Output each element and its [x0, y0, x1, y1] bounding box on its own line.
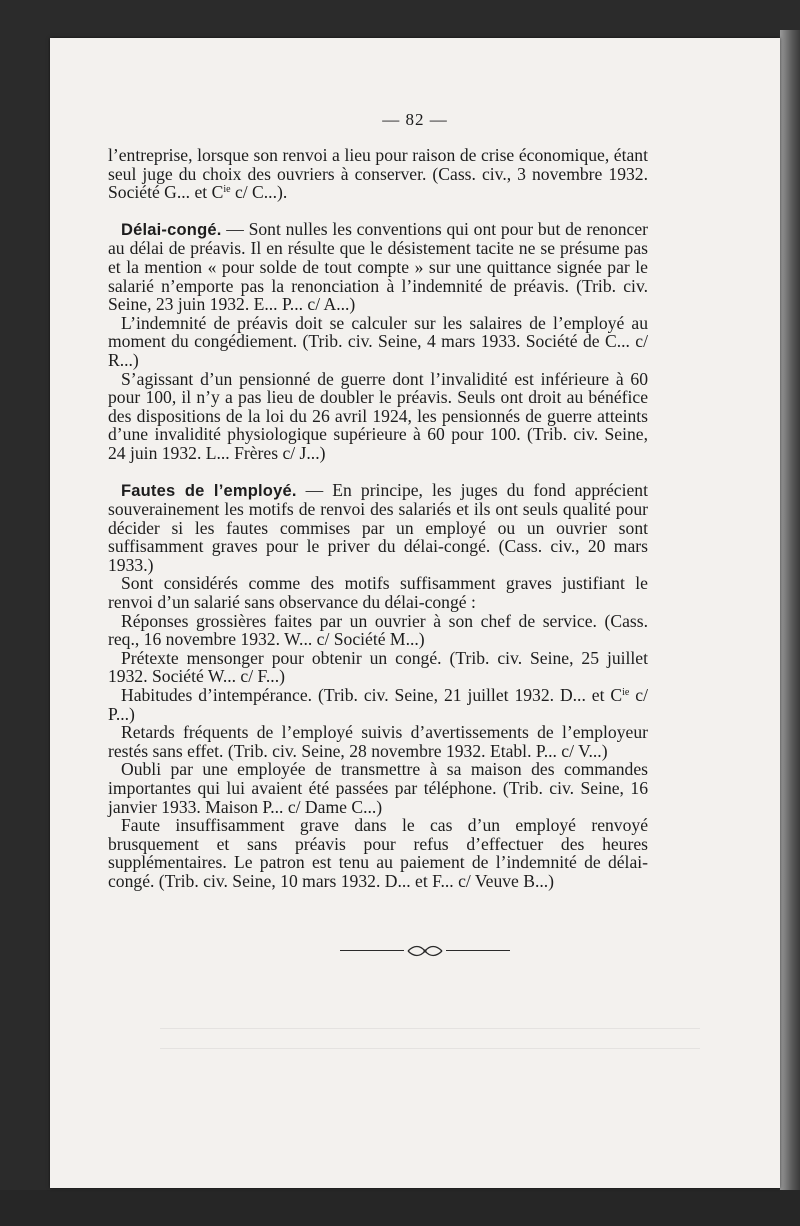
paragraph	[108, 146, 648, 202]
page-number: — 82 —	[382, 110, 448, 129]
superscript: ie	[622, 687, 630, 699]
paragraph: Retards fréquents de l’employé suivis d’avertissements de l’employeur restés sans effet. (Trib. civ. Seine, 28 novembre 1932. Etabl. P... c/ V...)	[108, 722, 648, 761]
paragraph: Sont considérés comme des motifs suffisamment graves justifiant le renvoi d’un salarié sans observance du délai-congé :	[108, 573, 648, 613]
section-end-ornament	[340, 944, 510, 958]
bleed-through-line	[160, 1048, 700, 1049]
paragraph-text: Habitudes d’intempérance. (Trib. civ. Seine, 21 juillet 1932. D... et C	[121, 685, 623, 706]
paragraph: S’agissant d’un pensionné de guerre dont l’invalidité est inférieure à 60 pour 100, il n’y a pas lieu de doubler le préavis. Seuls ont droit au bénéfice des dispositions de la loi du 26 avril 1924, les pensionnés de guerre atteints d’une invalidité physiologique supérieure à 60 pour 100. (Trib. civ. Seine, 24 juin 1932. L... Frères c/ J...)	[108, 368, 648, 463]
body-text	[108, 146, 648, 891]
bleed-through-line	[160, 1028, 700, 1029]
paragraph-fautes-employe	[108, 481, 648, 575]
paragraph-text: c/ P...)	[108, 685, 648, 724]
section-heading: Fautes de l’employé.	[121, 481, 297, 500]
paragraph-text: c/ C...).	[230, 182, 288, 203]
scan-background	[0, 1190, 800, 1226]
paragraph-text: — En principe, les juges du fond apprécient souverainement les motifs de renvoi des salariés et ils ont seuls qualité pour décider si les fautes commises par un employé ou un ouvrier sont suffisamment graves pour le priver du délai-congé. (Cass. civ., 20 mars 1933.)	[108, 479, 648, 575]
paragraph-delai-conge	[108, 220, 648, 314]
fleuron-ornament-icon	[406, 944, 444, 958]
superscript: ie	[223, 184, 231, 196]
paragraph: Oubli par une employée de transmettre à sa maison des commandes importantes qui lui avaient été passées par téléphone. (Trib. civ. Seine, 16 janvier 1933. Maison P... c/ Dame C...)	[108, 759, 648, 817]
paragraph	[108, 686, 648, 723]
ornament-rule-left	[340, 950, 404, 951]
book-spine-edge	[780, 30, 800, 1200]
paragraph: Faute insuffisamment grave dans le cas d’un employé renvoyé brusquement et sans préavis pour refus d’effectuer des heures supplémentaires. Le patron est tenu au paiement de l’indemnité de délai-congé. (Trib. civ. Seine, 10 mars 1932. D... et F... c/ Veuve B...)	[108, 815, 648, 891]
paragraph: L’indemnité de préavis doit se calculer sur les salaires de l’employé au moment du congédiement. (Trib. civ. Seine, 4 mars 1933. Société de C... c/ R...)	[108, 312, 648, 370]
paragraph: Prétexte mensonger pour obtenir un congé. (Trib. civ. Seine, 25 juillet 1932. Société W... c/ F...)	[108, 647, 648, 687]
paragraph-text: — Sont nulles les conventions qui ont pour but de renoncer au délai de préavis. Il en résulte que le désistement tacite ne se présume pas et la mention « pour solde de tout compte » sur une quittance signée par le salarié n’emporte pas la renonciation à l’indemnité de préavis. (Trib. civ. Seine, 23 juin 1932. E... P... c/ A...)	[108, 218, 648, 315]
paragraph-text: l’entreprise, lorsque son renvoi a lieu pour raison de crise économique, étant seul juge du choix des ouvriers à conserver. (Cass. civ., 3 novembre 1932. Société G... et C	[108, 145, 648, 203]
section-heading: Délai-congé.	[121, 220, 222, 239]
paragraph: Réponses grossières faites par un ouvrier à son chef de service. (Cass. req., 16 novembre 1932. W... c/ Société M...)	[108, 610, 648, 650]
ornament-rule-right	[446, 950, 510, 951]
